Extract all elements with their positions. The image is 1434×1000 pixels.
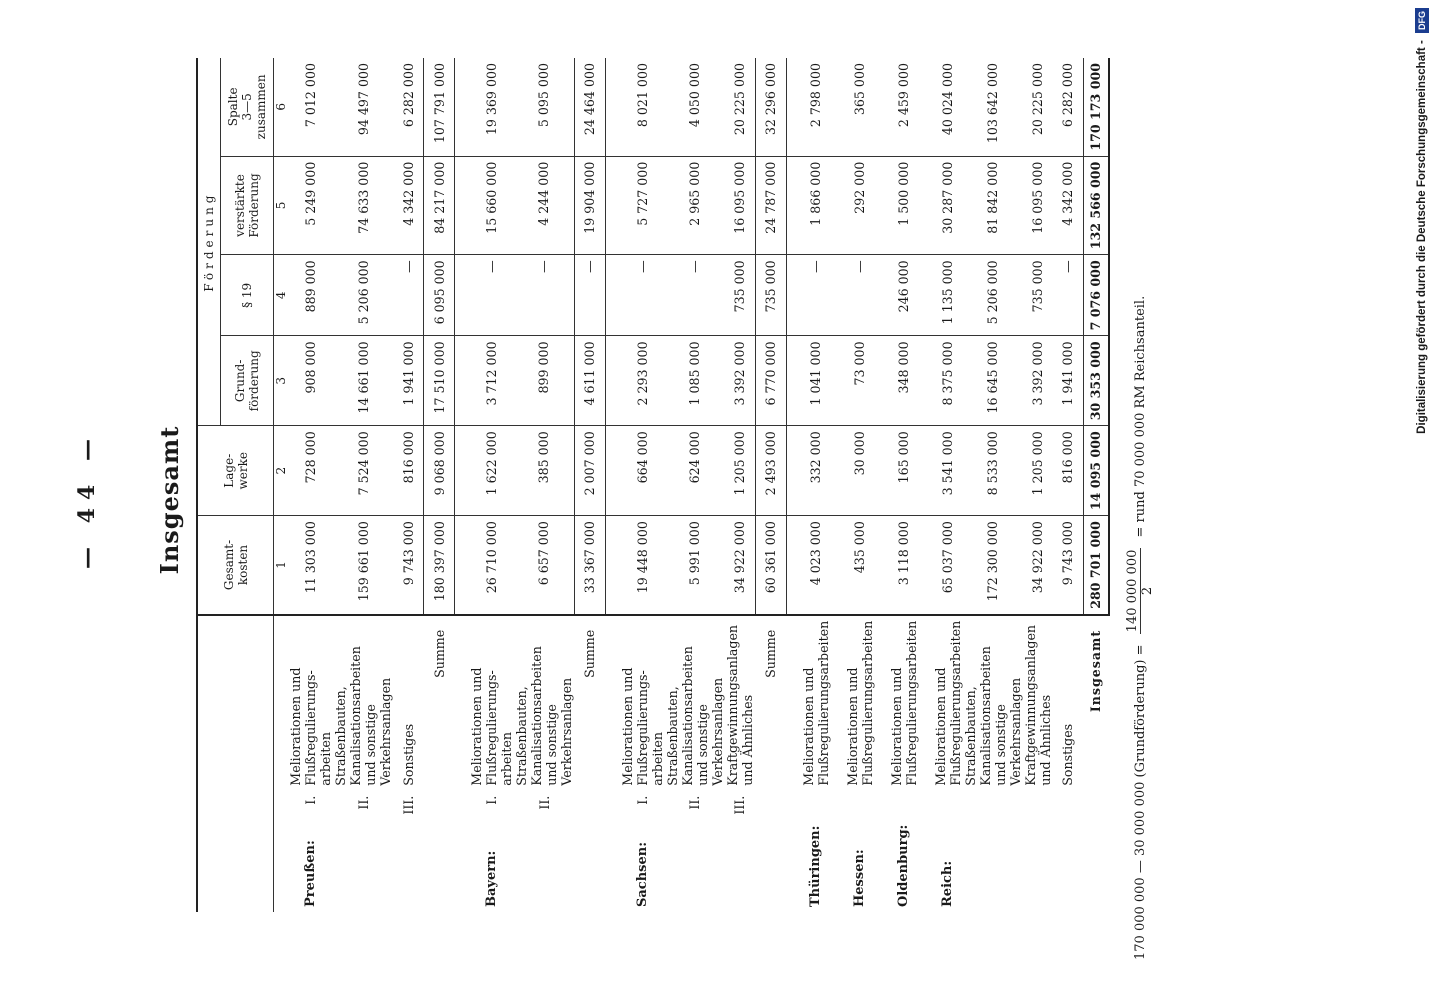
header-line: § 19 <box>240 282 254 308</box>
cell-col-2: 332 000 <box>801 426 831 516</box>
table-row <box>620 58 665 912</box>
cell-col-1: 5 991 000 <box>687 521 702 586</box>
table-row <box>288 58 333 912</box>
cell-col-6: 24 464 000 <box>574 58 605 156</box>
row-roman <box>1023 791 1053 820</box>
colnum-3: 3 <box>274 336 289 426</box>
cell-col-1: 26 710 000 <box>484 521 499 594</box>
row-description: Meliorationen und Flußregulierungs-arbeiten <box>469 615 514 791</box>
cell-col-1: 11 303 000 <box>303 521 318 594</box>
colnum-spacer <box>274 615 289 912</box>
cell-col-1: 34 922 000 <box>732 521 747 594</box>
dfg-footer <box>1410 0 1434 1000</box>
row-roman <box>1053 791 1084 820</box>
header-line: Spalte <box>226 87 240 127</box>
table-body <box>288 58 1109 912</box>
colnum-6: 6 <box>274 58 289 156</box>
cell-col-1: 4 023 000 <box>808 521 823 586</box>
header-lagewerke <box>197 426 274 516</box>
cell-col-4: 735 000 <box>755 255 786 336</box>
row-description: Meliorationen und Flußregulierungsarbeiten <box>933 615 963 791</box>
cell-col-4: 889 000 <box>288 255 333 336</box>
cell-col-5: 81 842 000 <box>963 156 1023 255</box>
header-line: Lage- <box>221 453 236 488</box>
header-line: Gesamt- <box>221 539 236 591</box>
cell-col-1: 60 361 000 <box>755 516 786 615</box>
cell-col-6: 170 173 000 <box>1083 58 1109 156</box>
fraction-denominator: 2 <box>1140 586 1155 596</box>
cell-col-6: 94 497 000 <box>333 58 393 156</box>
cell-col-6: 103 642 000 <box>963 58 1023 156</box>
cell-col-2: 816 000 <box>393 426 424 516</box>
row-group-label: Oldenburg: <box>896 824 911 907</box>
cell-col-2: 14 095 000 <box>1083 426 1109 516</box>
cell-col-6: 6 282 000 <box>393 58 424 156</box>
row-roman <box>755 791 786 820</box>
row-roman: II. <box>355 795 371 810</box>
table-row <box>469 58 514 912</box>
cell-col-1: 34 922 000 <box>1030 521 1045 594</box>
cell-col-3: 3 392 000 <box>1023 336 1053 426</box>
cell-col-4: 735 000 <box>725 255 756 336</box>
cell-col-5: 4 244 000 <box>514 156 574 255</box>
table-row <box>725 58 756 912</box>
cell-col-2: 624 000 <box>665 426 725 516</box>
row-description: Meliorationen und Flußregulierungsarbeiten <box>845 615 875 791</box>
cell-col-4: — <box>393 255 424 336</box>
row-group-label <box>1053 820 1084 912</box>
row-group-label <box>1083 820 1109 912</box>
group-separator <box>455 58 470 912</box>
cell-col-3: 2 293 000 <box>620 336 665 426</box>
cell-col-3: 14 661 000 <box>333 336 393 426</box>
row-group-label <box>725 820 756 912</box>
cell-col-5: 74 633 000 <box>333 156 393 255</box>
row-group-label <box>755 820 786 912</box>
sum-row <box>424 58 455 912</box>
fraction-numerator: 140 000 000 <box>1125 549 1140 633</box>
summary-table <box>196 58 1110 912</box>
header-line: verstärkte <box>233 174 247 237</box>
formula-fraction <box>1126 548 1155 635</box>
cell-col-1: 172 300 000 <box>985 521 1000 602</box>
colnum-2: 2 <box>274 426 289 516</box>
cell-col-5: 132 566 000 <box>1083 156 1109 255</box>
cell-col-3: 73 000 <box>845 336 875 426</box>
cell-col-3: 1 085 000 <box>665 336 725 426</box>
row-group-label: Preußen: <box>303 840 318 907</box>
cell-col-2: 385 000 <box>514 426 574 516</box>
cell-col-6: 5 095 000 <box>514 58 574 156</box>
cell-col-6: 6 282 000 <box>1053 58 1084 156</box>
cell-col-2: 165 000 <box>889 426 919 516</box>
cell-col-1: 9 743 000 <box>400 521 416 586</box>
cell-col-6: 8 021 000 <box>620 58 665 156</box>
header-line: Grund- <box>233 359 247 403</box>
cell-col-5: 292 000 <box>845 156 875 255</box>
cell-col-3: 908 000 <box>288 336 333 426</box>
cell-col-3: 17 510 000 <box>424 336 455 426</box>
row-group-label <box>963 820 1023 912</box>
table-row <box>665 58 725 912</box>
header-grundfoerderung <box>221 336 274 426</box>
cell-col-2: 816 000 <box>1053 426 1084 516</box>
cell-col-5: 16 095 000 <box>1023 156 1053 255</box>
header-line: 3—5 <box>240 93 254 121</box>
cell-col-2: 1 205 000 <box>1023 426 1053 516</box>
group-separator <box>875 58 889 912</box>
cell-col-3: 8 375 000 <box>933 336 963 426</box>
cell-col-4: — <box>574 255 605 336</box>
cell-col-2: 664 000 <box>620 426 665 516</box>
cell-col-2: 1 205 000 <box>725 426 756 516</box>
table-row <box>963 58 1023 912</box>
cell-col-6: 40 024 000 <box>933 58 963 156</box>
row-roman: I. <box>634 795 650 805</box>
cell-col-3: 1 941 000 <box>393 336 424 426</box>
row-roman <box>845 791 875 820</box>
cell-col-5: 4 342 000 <box>393 156 424 255</box>
cell-col-6: 4 050 000 <box>665 58 725 156</box>
table-row <box>1023 58 1053 912</box>
cell-col-5: 84 217 000 <box>424 156 455 255</box>
cell-col-5: 2 965 000 <box>665 156 725 255</box>
row-group-label: Hessen: <box>852 849 867 907</box>
cell-col-2: 9 068 000 <box>424 426 455 516</box>
cell-col-5: 19 904 000 <box>574 156 605 255</box>
cell-col-6: 2 459 000 <box>889 58 919 156</box>
row-description: Sonstiges <box>1053 615 1084 791</box>
cell-col-4: 5 206 000 <box>333 255 393 336</box>
cell-col-1: 159 661 000 <box>355 521 371 602</box>
cell-col-3: 3 712 000 <box>469 336 514 426</box>
cell-col-5: 30 287 000 <box>933 156 963 255</box>
row-group-label <box>333 820 393 912</box>
cell-col-1: 65 037 000 <box>940 521 955 594</box>
sum-row <box>574 58 605 912</box>
cell-col-2: 728 000 <box>288 426 333 516</box>
cell-col-4: 5 206 000 <box>963 255 1023 336</box>
row-roman: I. <box>303 795 318 805</box>
cell-col-4: 6 095 000 <box>424 255 455 336</box>
row-group-label: Bayern: <box>484 850 499 907</box>
colnum-5: 5 <box>274 156 289 255</box>
table-row <box>933 58 963 912</box>
row-description: Straßenbauten, Kanalisationsarbeiten und sonstige Verkehrsanlagen <box>963 615 1023 791</box>
table-row <box>393 58 424 912</box>
row-description: Kraftgewinnungsanlagen und Ähnliches <box>1023 615 1053 791</box>
cell-col-5: 16 095 000 <box>725 156 756 255</box>
cell-col-4: — <box>1053 255 1084 336</box>
row-roman <box>424 791 455 820</box>
cell-col-3: 1 941 000 <box>1053 336 1084 426</box>
cell-col-6: 20 225 000 <box>725 58 756 156</box>
cell-col-5: 24 787 000 <box>755 156 786 255</box>
row-description: Summe <box>424 615 455 791</box>
cell-col-3: 348 000 <box>889 336 919 426</box>
row-roman: III. <box>400 795 416 815</box>
cell-col-4: — <box>665 255 725 336</box>
cell-col-3: 4 611 000 <box>574 336 605 426</box>
row-group-label <box>1023 820 1053 912</box>
cell-col-1: 6 657 000 <box>536 521 552 586</box>
cell-col-1: 280 701 000 <box>1083 516 1109 615</box>
cell-col-4: 735 000 <box>1023 255 1053 336</box>
cell-col-6: 19 369 000 <box>469 58 514 156</box>
row-roman: II. <box>687 795 702 810</box>
dfg-note: Digitalisierung gefördert durch die Deutsche Forschungsgemeinschaft - <box>1416 40 1428 434</box>
formula-left: 170 000 000 — 30 000 000 (Grundförderung) = <box>1133 644 1148 960</box>
cell-col-1: 9 743 000 <box>1060 521 1075 586</box>
table-row <box>514 58 574 912</box>
cell-col-1: 435 000 <box>852 521 867 574</box>
cell-col-5: 4 342 000 <box>1053 156 1084 255</box>
cell-col-2: 3 541 000 <box>933 426 963 516</box>
cell-col-6: 2 798 000 <box>801 58 831 156</box>
table-row <box>845 58 875 912</box>
cell-col-5: 5 727 000 <box>620 156 665 255</box>
cell-col-5: 15 660 000 <box>469 156 514 255</box>
row-group-label <box>574 820 605 912</box>
table-row <box>333 58 393 912</box>
row-roman <box>1083 791 1109 820</box>
table-row <box>1053 58 1084 912</box>
dfg-logo: DFG <box>1415 8 1429 33</box>
row-group-label <box>665 820 725 912</box>
header-verstaerkte-foerderung <box>221 156 274 255</box>
row-roman: I. <box>484 795 499 805</box>
row-description: Meliorationen und Flußregulierungsarbeiten <box>801 615 831 791</box>
cell-col-2: 30 000 <box>845 426 875 516</box>
cell-col-3: 6 770 000 <box>755 336 786 426</box>
cell-col-6: 365 000 <box>845 58 875 156</box>
table-row <box>801 58 831 912</box>
row-roman <box>574 791 605 820</box>
cell-col-5: 1 500 000 <box>889 156 919 255</box>
cell-col-4: — <box>845 255 875 336</box>
header-paragraph-19 <box>221 255 274 336</box>
row-description: Kraftgewinnungsanlagen und Ähnliches <box>725 615 756 791</box>
cell-col-4: — <box>514 255 574 336</box>
table-corner <box>197 615 274 912</box>
cell-col-5: 5 249 000 <box>288 156 333 255</box>
cell-col-3: 899 000 <box>514 336 574 426</box>
header-line: förderung <box>247 350 261 412</box>
row-description: Summe <box>755 615 786 791</box>
row-description: Straßenbauten, Kanalisationsarbeiten und sonstige Verkehrsanlagen <box>333 615 393 791</box>
formula-line <box>1126 60 1155 960</box>
row-group-label <box>514 820 574 912</box>
page-title: Insgesamt <box>155 425 184 575</box>
colnum-1: 1 <box>274 516 289 615</box>
header-line: kosten <box>235 544 250 586</box>
row-description: Meliorationen und Flußregulierungs-arbeiten <box>620 615 665 791</box>
row-description: Sonstiges <box>393 615 424 791</box>
row-roman: II. <box>536 795 552 810</box>
cell-col-4: 7 076 000 <box>1083 255 1109 336</box>
cell-col-6: 107 791 000 <box>424 58 455 156</box>
cell-col-4: 1 135 000 <box>933 255 963 336</box>
cell-col-1: 19 448 000 <box>634 521 650 594</box>
header-gesamtkosten <box>197 516 274 615</box>
header-line: Förderung <box>247 173 261 238</box>
header-spalte-3-5 <box>221 58 274 156</box>
cell-col-3: 3 392 000 <box>725 336 756 426</box>
group-separator <box>605 58 620 912</box>
group-separator <box>786 58 801 912</box>
cell-col-2: 2 007 000 <box>574 426 605 516</box>
cell-col-6: 20 225 000 <box>1023 58 1053 156</box>
header-line: zusammen <box>254 74 268 140</box>
cell-col-5: 1 866 000 <box>801 156 831 255</box>
row-group-label <box>424 820 455 912</box>
row-description: Meliorationen und Flußregulierungs-arbeiten <box>288 615 333 791</box>
row-group-label: Thüringen: <box>808 825 823 907</box>
row-roman <box>933 791 963 820</box>
group-separator <box>919 58 933 912</box>
page-number: — 44 — <box>74 431 100 569</box>
header-line: werke <box>235 451 250 490</box>
cell-col-1: 180 397 000 <box>424 516 455 615</box>
formula-right: = rund 70 000 000 RM Reichsanteil. <box>1133 295 1148 538</box>
row-group-label <box>393 820 424 912</box>
row-group-label: Sachsen: <box>634 841 650 907</box>
row-roman <box>963 791 1023 820</box>
row-description: Straßenbauten, Kanalisationsarbeiten und sonstige Verkehrsanlagen <box>665 615 725 791</box>
cell-col-3: 1 041 000 <box>801 336 831 426</box>
row-description: Insgesamt <box>1083 615 1109 791</box>
cell-col-1: 33 367 000 <box>574 516 605 615</box>
cell-col-2: 7 524 000 <box>333 426 393 516</box>
cell-col-2: 1 622 000 <box>469 426 514 516</box>
row-roman: III. <box>732 795 748 815</box>
cell-col-2: 2 493 000 <box>755 426 786 516</box>
cell-col-1: 3 118 000 <box>896 521 911 586</box>
total-row <box>1083 58 1109 912</box>
row-roman <box>889 791 919 820</box>
cell-col-4: — <box>801 255 831 336</box>
cell-col-4: 246 000 <box>889 255 919 336</box>
cell-col-4: — <box>620 255 665 336</box>
row-description: Summe <box>574 615 605 791</box>
cell-col-2: 8 533 000 <box>963 426 1023 516</box>
header-foerderung-group: Förderung <box>197 58 221 426</box>
cell-col-3: 16 645 000 <box>963 336 1023 426</box>
row-description: Meliorationen und Flußregulierungsarbeiten <box>889 615 919 791</box>
cell-col-6: 32 296 000 <box>755 58 786 156</box>
row-description: Straßenbauten, Kanalisationsarbeiten und sonstige Verkehrsanlagen <box>514 615 574 791</box>
cell-col-4: — <box>469 255 514 336</box>
row-group-label: Reich: <box>940 860 955 907</box>
row-roman <box>801 791 831 820</box>
colnum-4: 4 <box>274 255 289 336</box>
cell-col-6: 7 012 000 <box>288 58 333 156</box>
sum-row <box>755 58 786 912</box>
group-separator <box>831 58 845 912</box>
table-row <box>889 58 919 912</box>
cell-col-3: 30 353 000 <box>1083 336 1109 426</box>
